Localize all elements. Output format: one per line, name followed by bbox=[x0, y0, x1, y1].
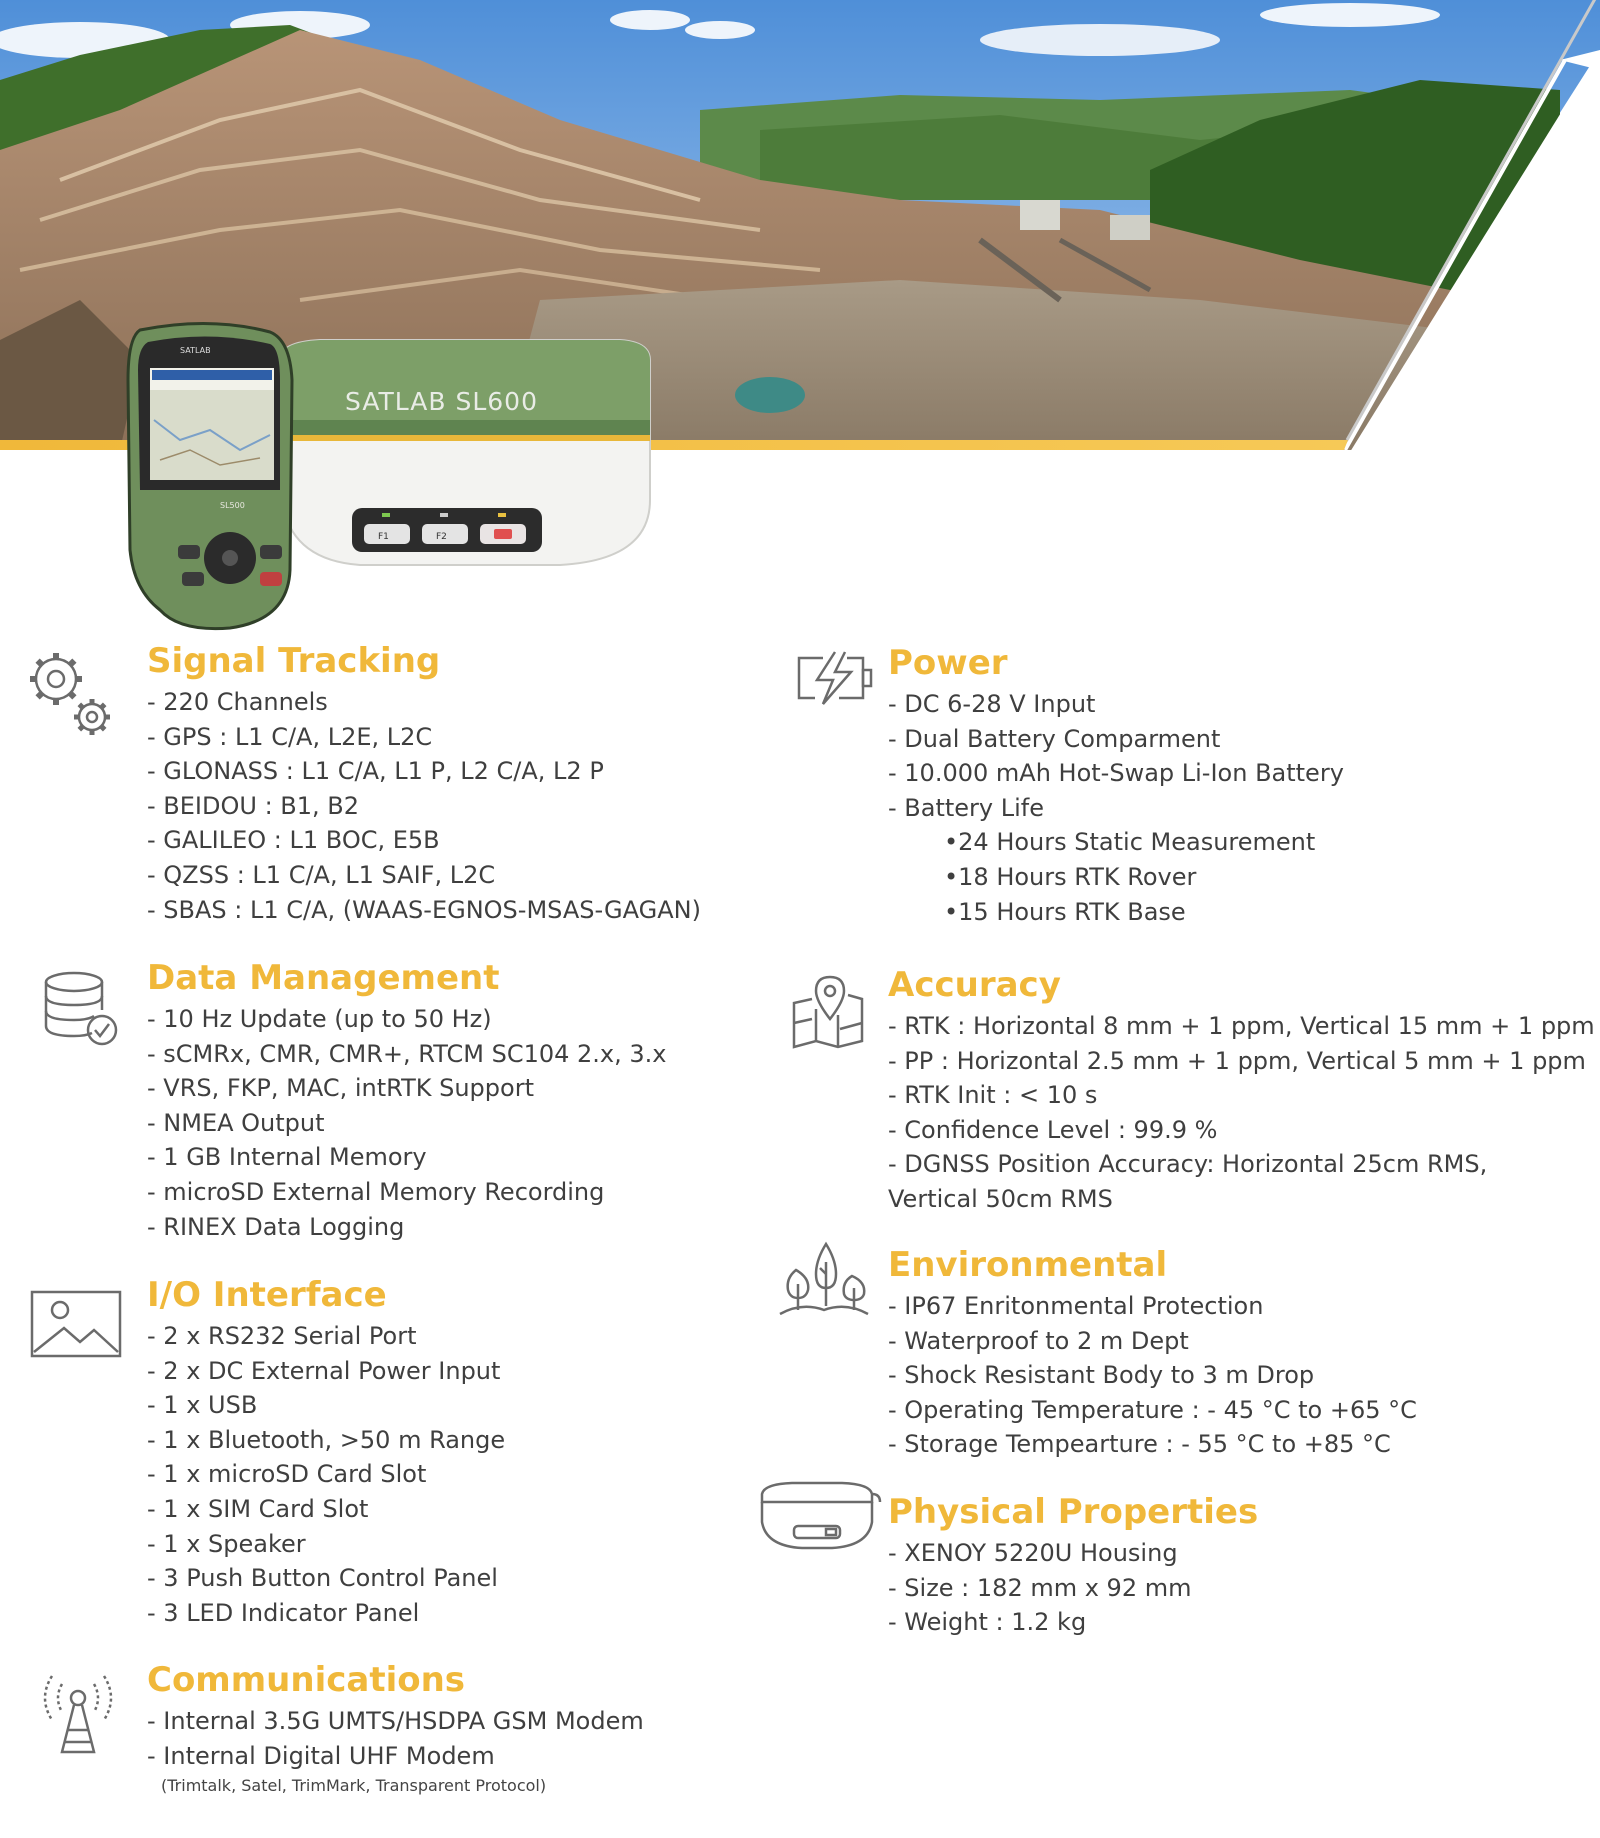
spec-list bbox=[147, 685, 701, 927]
list-item: - Internal 3.5G UMTS/HSDPA GSM Modem bbox=[147, 1707, 644, 1735]
list-item: - PP : Horizontal 2.5 mm + 1 ppm, Vertical 5 mm + 1 ppm bbox=[888, 1046, 1586, 1075]
power-section bbox=[888, 643, 1344, 929]
list-item: - RTK Init : < 10 s bbox=[888, 1081, 1098, 1110]
spec-list bbox=[147, 1002, 666, 1244]
list-item: - Waterproof to 2 m Dept bbox=[888, 1326, 1189, 1355]
list-item: - GALILEO : L1 BOC, E5B bbox=[147, 826, 440, 855]
list-item: - XENOY 5220U Housing bbox=[888, 1539, 1178, 1567]
section-title: Accuracy bbox=[888, 965, 1061, 1005]
list-item: - Weight : 1.2 kg bbox=[888, 1608, 1087, 1637]
receiver-icon bbox=[752, 1480, 882, 1552]
section-title: I/O Interface bbox=[147, 1275, 387, 1315]
list-item: - 10.000 mAh Hot-Swap Li-Ion Battery bbox=[888, 759, 1344, 788]
list-item: - Confidence Level : 99.9 % bbox=[888, 1115, 1218, 1144]
list-item: - microSD External Memory Recording bbox=[147, 1177, 605, 1206]
list-item: - 10 Hz Update (up to 50 Hz) bbox=[147, 1005, 492, 1033]
spec-list bbox=[888, 1289, 1417, 1462]
image-icon bbox=[30, 1290, 122, 1360]
f1-button-label: F1 bbox=[378, 532, 389, 542]
trees-icon bbox=[778, 1240, 870, 1320]
list-item: - GLONASS : L1 C/A, L1 P, L2 C/A, L2 P bbox=[147, 757, 604, 786]
section-title: Communications bbox=[147, 1660, 466, 1700]
list-item: - Dual Battery Comparment bbox=[888, 724, 1221, 753]
database-check-icon bbox=[42, 970, 122, 1050]
list-item: - 1 x Speaker bbox=[147, 1529, 306, 1558]
list-item: - Internal Digital UHF Modem bbox=[147, 1741, 495, 1770]
list-item: - 1 x microSD Card Slot bbox=[147, 1460, 427, 1489]
antenna-tower-icon bbox=[38, 1670, 118, 1756]
product-images bbox=[120, 320, 660, 650]
list-item: - DGNSS Position Accuracy: Horizontal 25cm RMS, Vertical 50cm RMS bbox=[888, 1150, 1488, 1213]
spec-list bbox=[147, 1704, 644, 1773]
list-item: - VRS, FKP, MAC, intRTK Support bbox=[147, 1074, 534, 1103]
list-item: - GPS : L1 C/A, L2E, L2C bbox=[147, 722, 433, 751]
section-title: Data Management bbox=[147, 958, 500, 998]
io-interface-section bbox=[147, 1275, 505, 1630]
signal-tracking-section bbox=[147, 641, 701, 927]
list-item: - 1 x SIM Card Slot bbox=[147, 1494, 369, 1523]
list-item: - 3 LED Indicator Panel bbox=[147, 1598, 420, 1627]
section-title: Physical Properties bbox=[888, 1492, 1259, 1532]
list-item: - Operating Temperature : - 45 °C to +65 °C bbox=[888, 1395, 1417, 1424]
list-item: - 1 GB Internal Memory bbox=[147, 1143, 427, 1172]
controller-logo: SATLAB bbox=[180, 346, 211, 355]
f2-button-label: F2 bbox=[436, 532, 447, 542]
list-sub-item: •15 Hours RTK Base bbox=[944, 897, 1186, 926]
spec-list bbox=[147, 1319, 505, 1630]
list-item: - NMEA Output bbox=[147, 1108, 325, 1137]
list-item: - 1 x Bluetooth, >50 m Range bbox=[147, 1425, 506, 1454]
list-item: - Shock Resistant Body to 3 m Drop bbox=[888, 1361, 1315, 1390]
list-item: - QZSS : L1 C/A, L1 SAIF, L2C bbox=[147, 860, 496, 889]
list-item: - 220 Channels bbox=[147, 688, 328, 716]
list-item: - 2 x RS232 Serial Port bbox=[147, 1322, 417, 1350]
receiver-logo: SATLAB SL600 bbox=[345, 387, 538, 416]
gears-icon bbox=[22, 645, 118, 741]
list-sub-item: •18 Hours RTK Rover bbox=[944, 862, 1197, 891]
list-item: - 3 Push Button Control Panel bbox=[147, 1564, 498, 1593]
battery-charge-icon bbox=[795, 650, 875, 706]
protocol-note: (Trimtalk, Satel, TrimMark, Transparent Protocol) bbox=[161, 1776, 547, 1796]
section-title: Power bbox=[888, 643, 1008, 683]
list-item: - RTK : Horizontal 8 mm + 1 ppm, Vertical 15 mm + 1 ppm bbox=[888, 1012, 1595, 1040]
section-title: Signal Tracking bbox=[147, 641, 441, 681]
spec-list bbox=[888, 1536, 1258, 1640]
list-item: - sCMRx, CMR, CMR+, RTCM SC104 2.x, 3.x bbox=[147, 1039, 667, 1068]
accuracy-section bbox=[888, 965, 1595, 1217]
environmental-section bbox=[888, 1245, 1417, 1462]
list-item: - 1 x USB bbox=[147, 1391, 258, 1420]
list-item: - RINEX Data Logging bbox=[147, 1212, 405, 1241]
list-item: - BEIDOU : B1, B2 bbox=[147, 791, 360, 820]
list-item: - DC 6-28 V Input bbox=[888, 690, 1096, 718]
handheld-controller-image bbox=[128, 323, 292, 628]
list-sub-item: •24 Hours Static Measurement bbox=[944, 828, 1316, 857]
list-item: - SBAS : L1 C/A, (WAAS-EGNOS-MSAS-GAGAN) bbox=[147, 895, 701, 924]
list-item: - Battery Life bbox=[888, 793, 1044, 822]
controller-model: SL500 bbox=[220, 501, 245, 510]
list-item: - Storage Tempearture : - 55 °C to +85 °C bbox=[888, 1430, 1391, 1459]
spec-list bbox=[888, 1009, 1595, 1217]
gnss-receiver-image bbox=[280, 340, 650, 565]
list-item: - IP67 Enritonmental Protection bbox=[888, 1292, 1264, 1320]
physical-properties-section bbox=[888, 1492, 1258, 1640]
section-title: Environmental bbox=[888, 1245, 1168, 1285]
map-pin-icon bbox=[790, 975, 866, 1051]
data-management-section bbox=[147, 958, 666, 1244]
spec-list bbox=[888, 687, 1344, 929]
communications-section bbox=[147, 1660, 644, 1797]
list-item: - Size : 182 mm x 92 mm bbox=[888, 1573, 1192, 1602]
list-item: - 2 x DC External Power Input bbox=[147, 1356, 501, 1385]
